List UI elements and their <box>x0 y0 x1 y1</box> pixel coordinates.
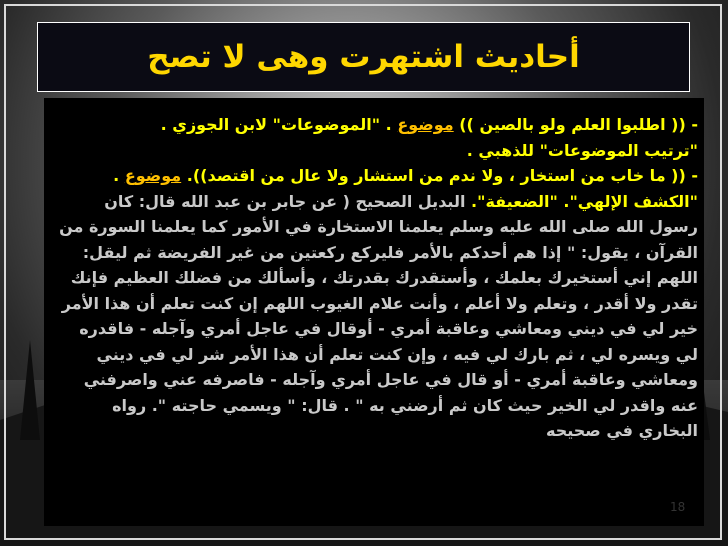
hadith-2-text: - (( ما خاب من استخار ، ولا ندم من استشار ولا عال من اقتصد)). <box>181 166 698 185</box>
page-number: 18 <box>670 500 686 514</box>
hadith-2-verdict: موضوع <box>124 166 182 185</box>
hadith-2 <box>54 163 698 444</box>
content-box <box>44 98 704 526</box>
hadith-2-source: . "الكشف الإلهي". "الضعيفة". <box>113 166 698 211</box>
hadith-1-text: - (( اطلبوا العلم ولو بالصين )) <box>453 115 698 134</box>
title-box <box>37 22 690 92</box>
hadith-1-source-line2: "ترتيب الموضوعات" للذهبي . <box>466 140 698 160</box>
hadith-1-verdict: موضوع <box>397 115 454 134</box>
hadith-1-source: . "الموضوعات" لابن الجوزي . <box>160 115 398 134</box>
hadith-1 <box>54 112 698 138</box>
slide-title: أحاديث اشتهرت وهى لا تصح <box>147 39 580 75</box>
hadith-2-alternative: البديل الصحيح ( عن جابر بن عبد الله قال: كان رسول الله صلى الله عليه وسلم يعلمنا الاستخارة في الأمور كما يعلمنا السورة من القرآن ، يقول: " إذا هم أحدكم بالأمر فليركع ركعتين من غير الفريضة ثم ليقل: اللهم إني أستخيرك بعلمك ، وأستقدرك بقدرتك ، وأسألك من فضلك العظيم فإنك تقدر ولا أقدر ، وتعلم ولا أعلم ، وأنت علام الغيوب اللهم إن كنت تعلم أن هذا الأمر خير لي في ديني ومعاشي وعاقبة أمري - أوقال في عاجل أمري وآجله - فاقدره لي ويسره لي ، ثم بارك لي فيه ، وإن كنت تعلم أن هذا الأمر شر لي في ديني ومعاشي وعاقبة أمري - أو قال في عاجل أمري وآجله - فاصرفه عني واصرفني عنه واقدر لي الخير حيث كان ثم أرضني به " . قال: " ويسمي حاجته ". رواه البخاري في صحيحه <box>59 191 698 440</box>
